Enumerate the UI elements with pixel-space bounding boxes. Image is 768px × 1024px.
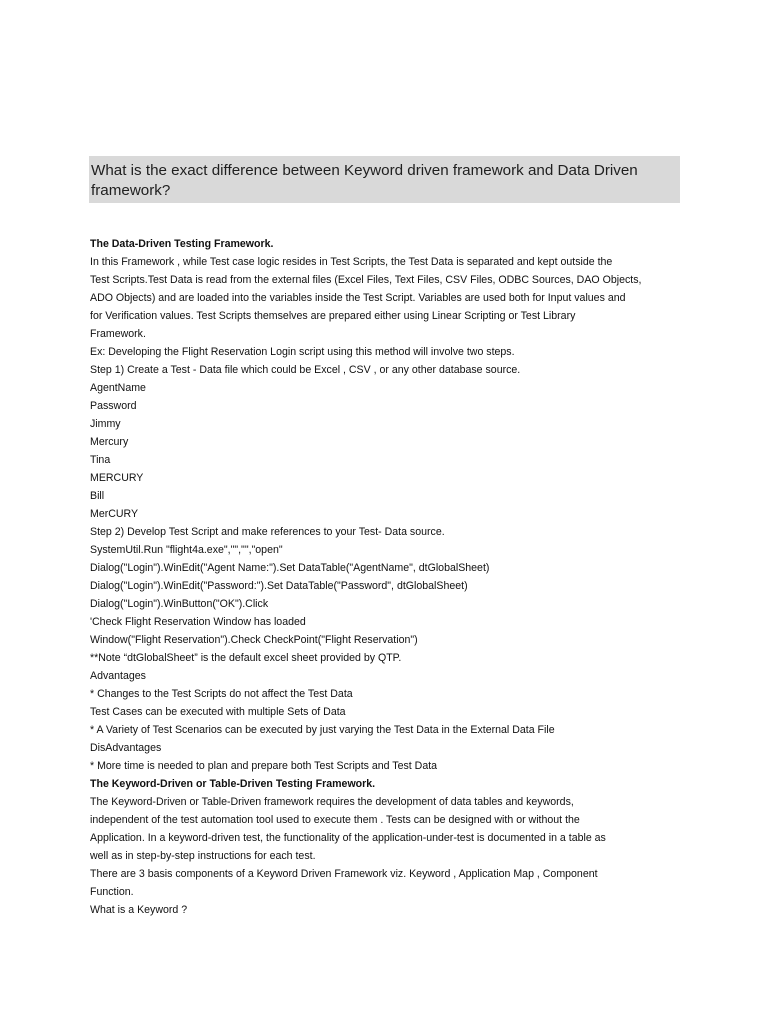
question-heading: What is the exact difference between Keyword driven framework and Data Driven framework? [89, 156, 680, 203]
body-text-line: ADO Objects) and are loaded into the variables inside the Test Script. Variables are used both for Input values and [90, 292, 626, 304]
body-text-line: for Verification values. Test Scripts themselves are prepared either using Linear Scripting or Test Library [90, 310, 576, 322]
body-text-line: * More time is needed to plan and prepare both Test Scripts and Test Data [90, 760, 438, 772]
body-text-line: Ex: Developing the Flight Reservation Login script using this method will involve two steps. [90, 346, 515, 358]
body-text-line: In this Framework , while Test case logic resides in Test Scripts, the Test Data is separated and kept outside the [90, 256, 613, 268]
body-text-line: AgentName [90, 382, 146, 394]
body-text-line: What is a Keyword ? [90, 904, 188, 916]
section-heading-line: The Data-Driven Testing Framework. [90, 238, 274, 250]
body-text-line: independent of the test automation tool used to execute them . Tests can be designed with or without the [90, 814, 580, 826]
body-text-line: Advantages [90, 670, 146, 682]
body-text-line: Jimmy [90, 418, 121, 430]
body-text-line: DisAdvantages [90, 742, 162, 754]
body-text-line: There are 3 basis components of a Keyword Driven Framework viz. Keyword , Application Map , Component [90, 868, 598, 880]
body-text-line: Test Cases can be executed with multiple Sets of Data [90, 706, 346, 718]
body-text-line: Application. In a keyword-driven test, the functionality of the application-under-test is documented in a table as [90, 832, 606, 844]
body-text-line: Password [90, 400, 137, 412]
body-text-line: * Changes to the Test Scripts do not affect the Test Data [90, 688, 353, 700]
document-body [90, 235, 680, 919]
body-text-line: MerCURY [90, 508, 139, 520]
body-text-line: Dialog("Login").WinEdit("Agent Name:").Set DataTable("AgentName", dtGlobalSheet) [90, 562, 490, 574]
body-text-line: Framework. [90, 328, 146, 340]
body-text-line: well as in step-by-step instructions for each test. [90, 850, 316, 862]
body-text-line: The Keyword-Driven or Table-Driven framework requires the development of data tables and keywords, [90, 796, 574, 808]
body-text-line: Dialog("Login").WinEdit("Password:").Set DataTable("Password", dtGlobalSheet) [90, 580, 468, 592]
body-text-line: 'Check Flight Reservation Window has loaded [90, 616, 306, 628]
body-text-line: Step 1) Create a Test - Data file which could be Excel , CSV , or any other database source. [90, 364, 521, 376]
body-text-line: SystemUtil.Run "flight4a.exe","","","open" [90, 544, 283, 556]
body-text-line: Function. [90, 886, 134, 898]
body-text-line: Tina [90, 454, 111, 466]
body-text-line: Bill [90, 490, 105, 502]
body-text-line: Mercury [90, 436, 129, 448]
body-text-line: Step 2) Develop Test Script and make references to your Test- Data source. [90, 526, 445, 538]
body-text-line: Window("Flight Reservation").Check CheckPoint("Flight Reservation") [90, 634, 418, 646]
body-text-line: **Note “dtGlobalSheet” is the default excel sheet provided by QTP. [90, 652, 402, 664]
body-text-line: * A Variety of Test Scenarios can be executed by just varying the Test Data in the External Data File [90, 724, 555, 736]
body-text-line: MERCURY [90, 472, 144, 484]
section-heading-line: The Keyword-Driven or Table-Driven Testing Framework. [90, 778, 376, 790]
body-text-line: Test Scripts.Test Data is read from the external files (Excel Files, Text Files, CSV Files, ODBC Sources, DAO Objects, [90, 274, 642, 286]
body-text-line: Dialog("Login").WinButton("OK").Click [90, 598, 269, 610]
